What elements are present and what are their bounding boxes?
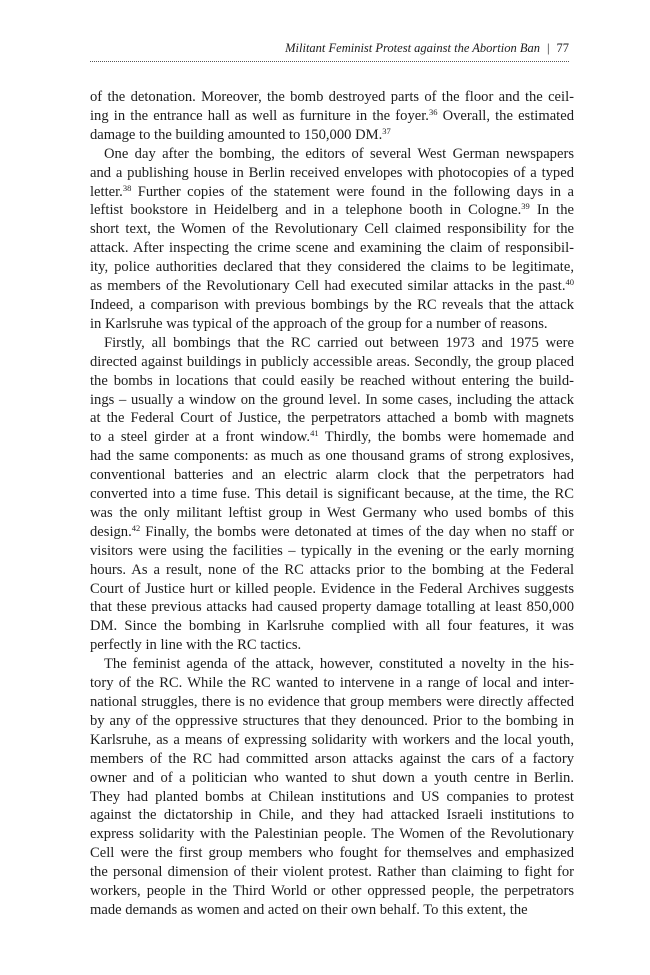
text-line bbox=[90, 296, 574, 315]
text-run: DM. Since the bombing in Karlsruhe complied with all four features, it was bbox=[90, 618, 574, 635]
text-run: One day after the bombing, the editors of several West German newspapers bbox=[104, 145, 574, 162]
text-run: the personal dimension of their violent protest. Rather than claiming to fight for bbox=[90, 864, 574, 881]
text-run: national struggles, there is no evidence that group members were directly affected bbox=[90, 694, 574, 710]
text-line bbox=[90, 523, 574, 542]
text-run: visitors were using the facilities – typically in the evening or the early morning bbox=[90, 542, 574, 559]
text-line bbox=[90, 788, 574, 807]
header-separator: | bbox=[546, 41, 550, 55]
text-line bbox=[90, 201, 574, 220]
footnote-marker[interactable]: 40 bbox=[565, 277, 574, 288]
text-line bbox=[90, 844, 574, 863]
text-run: had the same components: as much as one thousand grams of strong explosives, bbox=[90, 448, 574, 465]
footnote-marker[interactable]: 38 bbox=[122, 182, 132, 193]
text-line bbox=[90, 220, 574, 239]
text-line bbox=[90, 863, 574, 882]
text-line bbox=[90, 561, 574, 580]
text-line bbox=[90, 731, 574, 750]
text-line bbox=[90, 126, 574, 145]
text-run: to a steel girder at a front window. bbox=[90, 429, 311, 446]
header-rule bbox=[90, 61, 569, 62]
text-run: Firstly, all bombings that the RC carried out between 1973 and 1975 were bbox=[104, 334, 574, 351]
text-run: Cell were the first group members who fought for themselves and emphasized bbox=[90, 845, 574, 862]
page-number: 77 bbox=[556, 41, 569, 55]
text-line bbox=[90, 674, 574, 693]
text-line bbox=[90, 183, 574, 202]
text-run: Indeed, a comparison with previous bombings by the RC reveals that the attack bbox=[90, 296, 574, 313]
text-line bbox=[90, 239, 574, 258]
text-line bbox=[90, 409, 574, 428]
text-line bbox=[90, 88, 574, 107]
footnote-marker[interactable]: 37 bbox=[382, 125, 391, 136]
text-run: at the Federal Court of Justice, the perpetrators attached a bomb with magnets bbox=[90, 410, 574, 427]
text-run: Overall, the estimated bbox=[437, 107, 575, 124]
text-run: and a publishing house in Berlin received envelopes with photocopies of a typed bbox=[90, 164, 574, 181]
text-run: They had planted bombs at Chilean institutions and US companies to protest bbox=[90, 788, 574, 805]
text-run: members of the RC had committed arson attacks against the cars of a factory bbox=[90, 750, 574, 767]
text-run: Karlsruhe, as a means of expressing solidarity with workers and the local youth, bbox=[90, 731, 574, 748]
text-run: by any of the oppressive structures that they denounced. Prior to the bombing in bbox=[90, 712, 574, 729]
text-run: Further copies of the statement were found in the following days in a bbox=[131, 183, 574, 200]
text-line bbox=[90, 882, 574, 901]
text-run: tory of the RC. While the RC wanted to intervene in a range of local and inter- bbox=[90, 675, 574, 692]
text-run: perfectly in line with the RC tactics. bbox=[90, 637, 302, 654]
text-line bbox=[90, 372, 574, 391]
text-run: ings – usually a window on the ground level. In some cases, including the attack bbox=[90, 391, 574, 408]
footnote-marker[interactable]: 42 bbox=[131, 522, 141, 533]
text-line bbox=[90, 334, 574, 353]
text-line bbox=[90, 901, 574, 920]
text-run: leftist bookstore in Heidelberg and in a telephone booth in Cologne. bbox=[90, 202, 522, 219]
footnote-marker[interactable]: 41 bbox=[310, 428, 319, 439]
text-run: of the detonation. Moreover, the bomb destroyed parts of the floor and the ceil- bbox=[90, 89, 574, 105]
text-line bbox=[90, 504, 574, 523]
text-line bbox=[90, 428, 574, 447]
text-run: that these previous attacks had caused property damage totalling at least 850,000 bbox=[90, 599, 574, 616]
footnote-marker[interactable]: 39 bbox=[521, 201, 530, 212]
text-line bbox=[90, 636, 574, 655]
text-run: in Karlsruhe was typical of the approach of the group for a number of reasons. bbox=[90, 315, 548, 332]
text-run: converted into a time fuse. This detail is significant because, at the time, the RC bbox=[90, 486, 574, 503]
text-line bbox=[90, 391, 574, 410]
text-line bbox=[90, 655, 574, 674]
text-run: damage to the building amounted to 150,000 DM. bbox=[90, 126, 383, 143]
text-run: In the bbox=[529, 202, 574, 219]
text-run: conventional batteries and an electric alarm clock that the perpetrators had bbox=[90, 467, 574, 484]
text-run: The feminist agenda of the attack, however, constituted a novelty in the his- bbox=[104, 656, 574, 673]
text-run: ing in the entrance hall as well as furniture in the foyer. bbox=[90, 107, 429, 124]
text-line bbox=[90, 485, 574, 504]
text-line bbox=[90, 447, 574, 466]
text-line bbox=[90, 617, 574, 636]
text-line bbox=[90, 164, 574, 183]
text-line bbox=[90, 693, 574, 712]
text-run: was the only militant leftist group in West Germany who used bombs of this bbox=[90, 504, 574, 521]
text-run: Court of Justice hurt or killed people. Evidence in the Federal Archives suggests bbox=[90, 580, 574, 597]
text-line bbox=[90, 542, 574, 561]
text-run: the bombs in locations that could easily be reached without entering the build- bbox=[90, 372, 574, 389]
text-run: hours. As a result, none of the RC attacks prior to the bombing at the Federal bbox=[90, 561, 574, 578]
text-line bbox=[90, 580, 574, 599]
text-run: design. bbox=[90, 523, 132, 540]
text-run: against the dictatorship in Chile, and they had attacked Israeli institutions to bbox=[90, 807, 574, 824]
text-run: workers, people in the Third World or other oppressed people, the perpetrators bbox=[90, 883, 574, 900]
text-line bbox=[90, 712, 574, 731]
text-run: owner and of a politician who wanted to shut down a youth centre in Berlin. bbox=[90, 769, 574, 786]
text-line bbox=[90, 315, 574, 334]
text-run: Thirdly, the bombs were homemade and bbox=[318, 429, 574, 446]
text-run: short text, the Women of the Revolutionary Cell claimed responsibility for the bbox=[90, 221, 574, 238]
text-line bbox=[90, 598, 574, 617]
text-line bbox=[90, 107, 574, 126]
running-head bbox=[90, 40, 569, 56]
text-run: Finally, the bombs were detonated at times of the day when no staff or bbox=[140, 523, 574, 540]
text-line bbox=[90, 750, 574, 769]
text-line bbox=[90, 825, 574, 844]
text-line bbox=[90, 353, 574, 372]
body-text bbox=[90, 88, 574, 920]
running-title: Militant Feminist Protest against the Abortion Ban bbox=[285, 41, 540, 55]
text-line bbox=[90, 806, 574, 825]
text-line bbox=[90, 258, 574, 277]
footnote-marker[interactable]: 36 bbox=[428, 106, 438, 117]
text-run: made demands as women and acted on their own behalf. To this extent, the bbox=[90, 901, 528, 918]
text-run: as members of the Revolutionary Cell had executed similar attacks in the past. bbox=[90, 278, 566, 295]
text-run: express solidarity with the Palestinian people. The Women of the Revolutionary bbox=[90, 826, 574, 843]
text-run: attack. After inspecting the crime scene and examining the claim of responsibil- bbox=[90, 240, 574, 257]
text-run: letter. bbox=[90, 183, 123, 200]
text-line bbox=[90, 277, 574, 296]
text-line bbox=[90, 145, 574, 164]
text-run: directed against buildings in publicly accessible areas. Secondly, the group placed bbox=[90, 353, 574, 370]
text-line bbox=[90, 466, 574, 485]
text-run: ity, police authorities declared that they considered the claims to be legitimate, bbox=[90, 259, 574, 276]
text-line bbox=[90, 769, 574, 788]
